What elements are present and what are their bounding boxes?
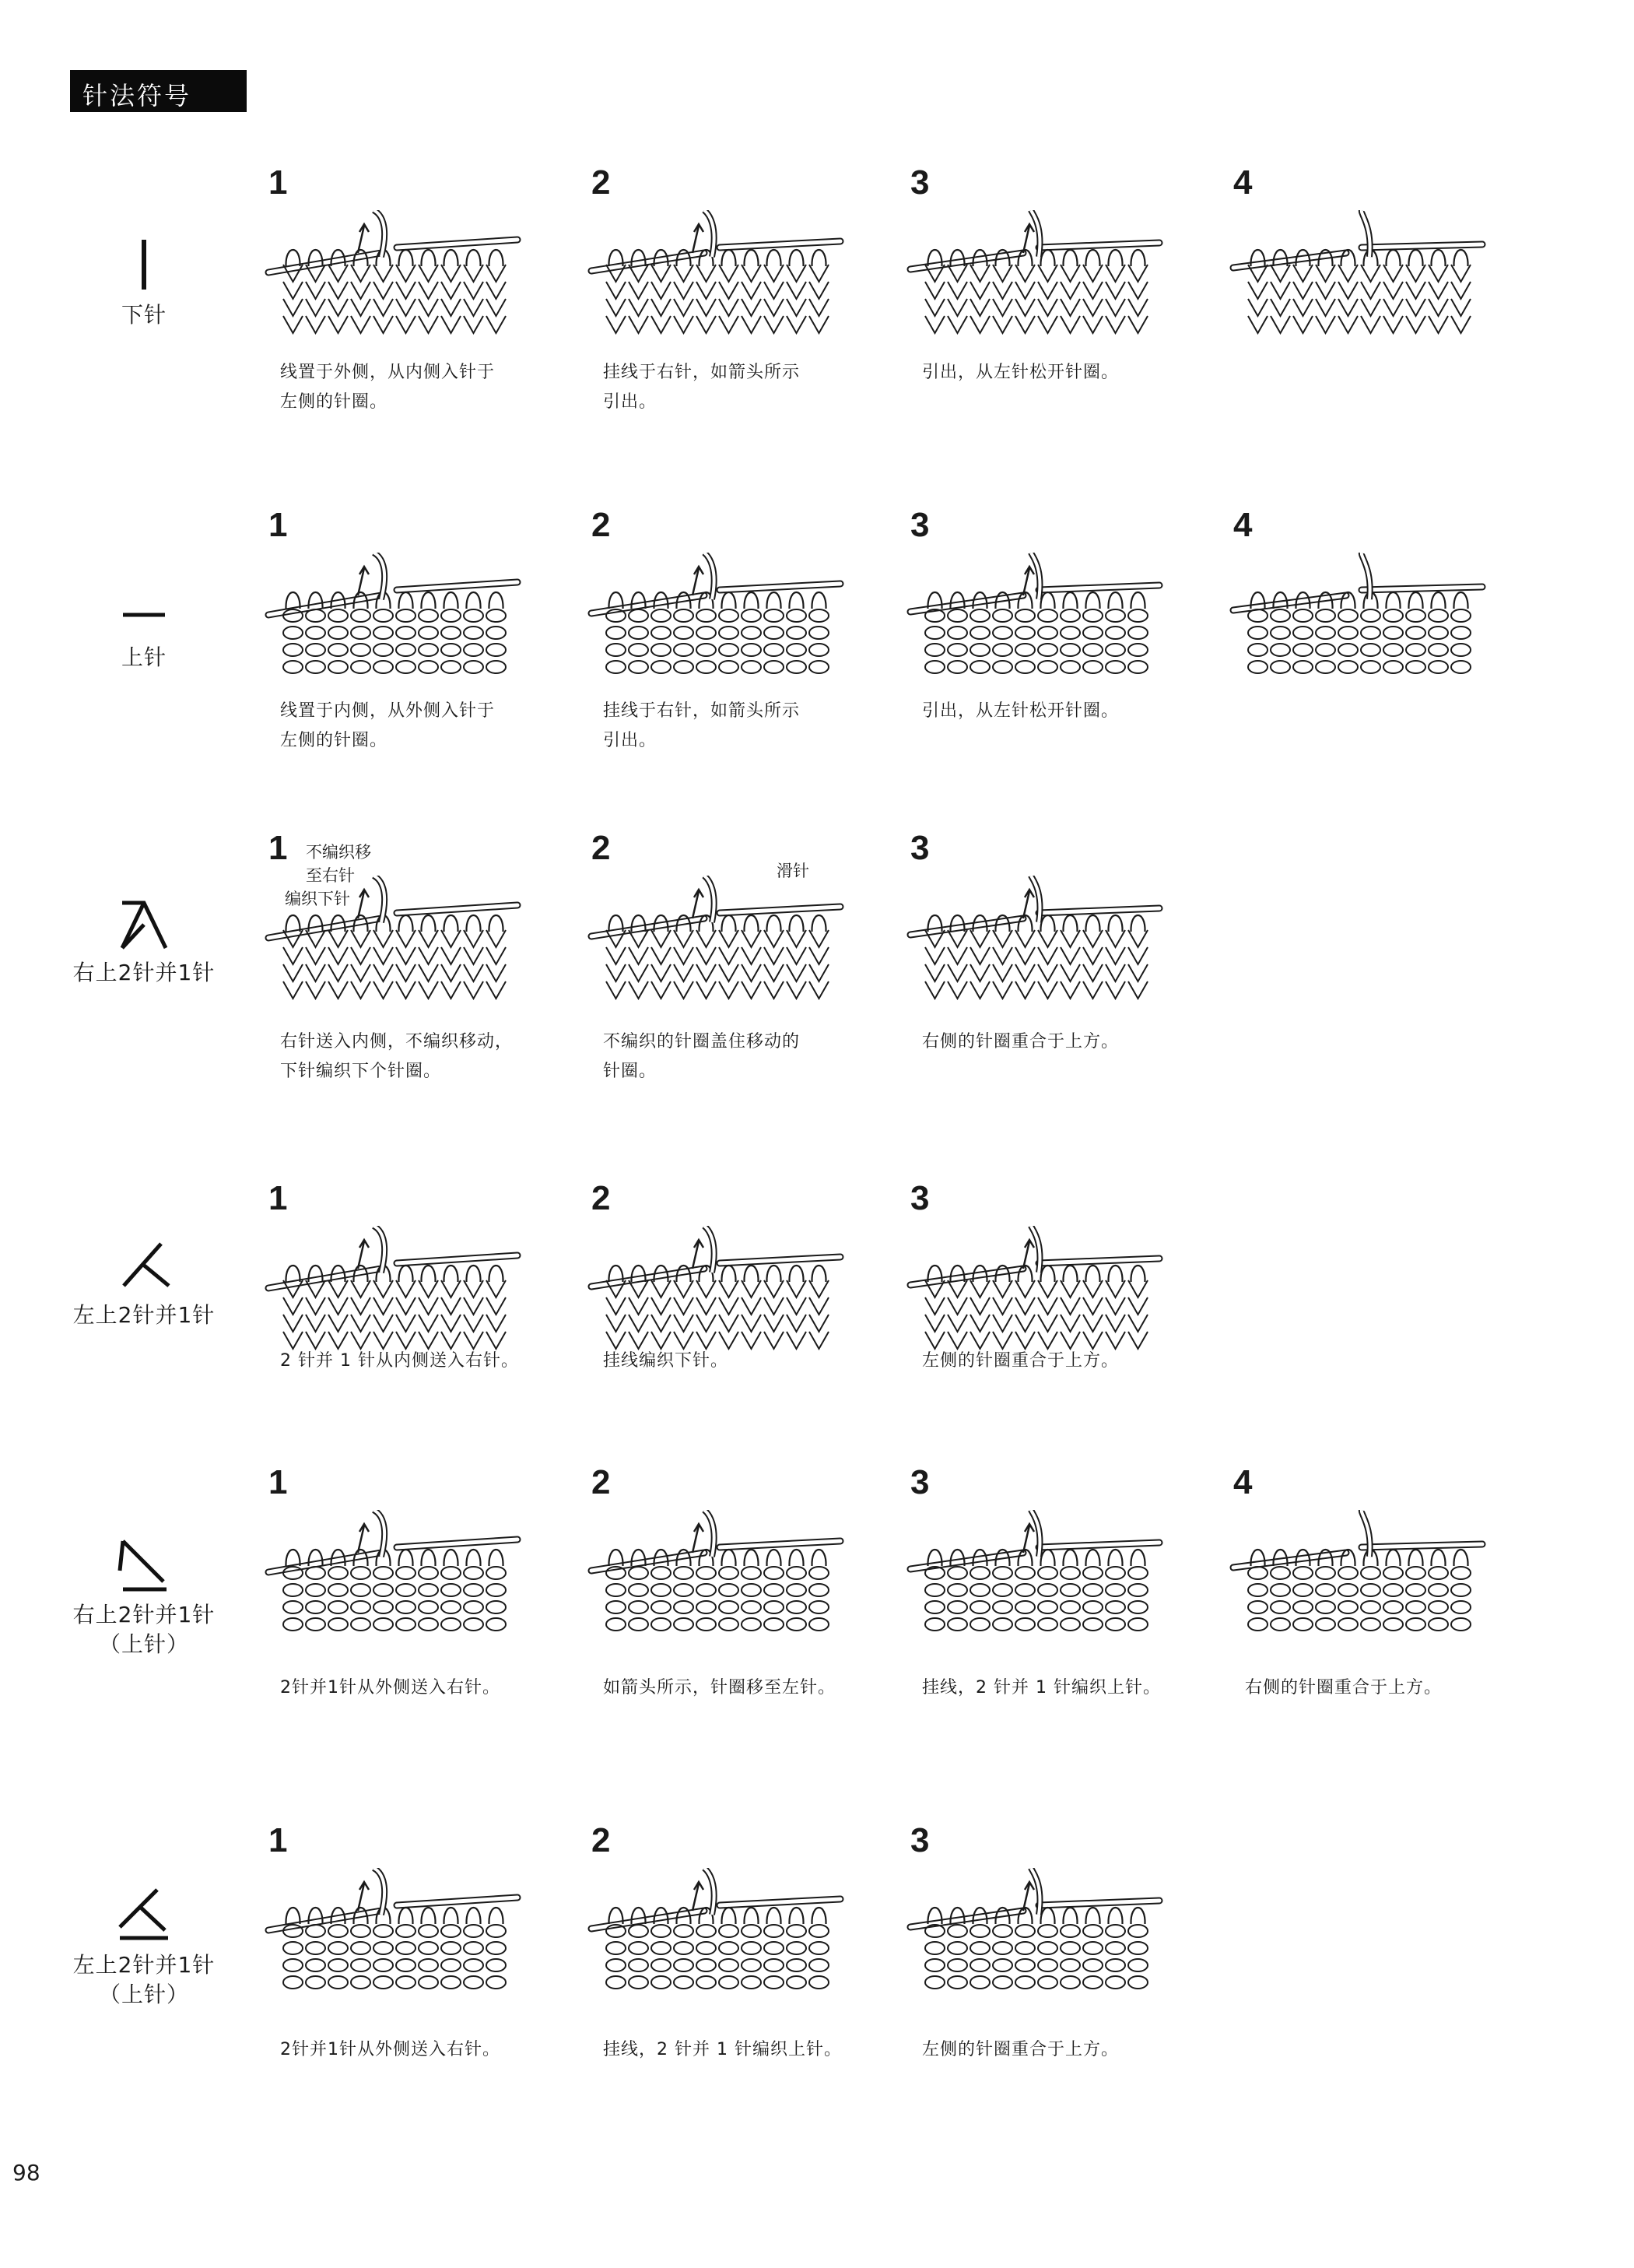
stitch-illustration bbox=[906, 876, 1163, 1000]
step-number: 4 bbox=[1233, 163, 1253, 202]
stitch-illustration bbox=[265, 553, 521, 677]
step-caption: 右侧的针圈重合于上方。 bbox=[1245, 1678, 1443, 1697]
step-caption: 左侧的针圈重合于上方。 bbox=[922, 2040, 1120, 2059]
stitch-illustration bbox=[265, 1868, 521, 1992]
step-caption: 挂线，2 针并 1 针编织上针。 bbox=[922, 1678, 1161, 1697]
step-number: 3 bbox=[910, 163, 930, 202]
step-number: 3 bbox=[910, 1179, 930, 1217]
step-caption: 挂线编织下针。 bbox=[603, 1351, 729, 1371]
symbol-left-purl-decrease bbox=[66, 1884, 222, 2010]
callout-slip-to-right: 不编织移 至右针 bbox=[306, 843, 371, 885]
stitch-illustration bbox=[265, 1226, 521, 1350]
stitch-illustration bbox=[1229, 1510, 1486, 1634]
step-caption: 2 针并 1 针从内侧送入右针。 bbox=[280, 1351, 519, 1371]
page-number: 98 bbox=[12, 2160, 40, 2185]
step-caption: 左侧的针圈重合于上方。 bbox=[922, 1351, 1120, 1371]
stitch-illustration bbox=[265, 210, 521, 335]
step-number: 3 bbox=[910, 829, 930, 867]
stitch-illustration bbox=[265, 1510, 521, 1634]
step-caption: 引出，从左针松开针圈。 bbox=[922, 363, 1120, 382]
step-caption: 挂线于右针，如箭头所示 引出。 bbox=[603, 363, 801, 412]
purl-symbol-icon bbox=[117, 592, 171, 638]
left-decrease-symbol-icon bbox=[113, 1238, 175, 1296]
step-number: 2 bbox=[591, 1463, 611, 1501]
section-title: 针法符号 bbox=[82, 81, 192, 111]
step-number: 2 bbox=[591, 1179, 611, 1217]
step-number: 4 bbox=[1233, 506, 1253, 544]
symbol-name: 左上2针并1针 （上针） bbox=[72, 1952, 216, 2007]
stitch-illustration bbox=[906, 210, 1163, 335]
stitch-illustration bbox=[906, 553, 1163, 677]
right-purl-decrease-symbol-icon bbox=[109, 1533, 179, 1596]
stitch-illustration bbox=[906, 1226, 1163, 1350]
right-decrease-symbol-icon bbox=[113, 895, 175, 953]
step-caption: 挂线于右针，如箭头所示 引出。 bbox=[603, 701, 801, 750]
step-number: 3 bbox=[910, 1463, 930, 1501]
stitch-illustration bbox=[1229, 553, 1486, 677]
step-number: 1 bbox=[268, 1179, 288, 1217]
step-number: 2 bbox=[591, 163, 611, 202]
symbol-name: 下针 bbox=[121, 302, 167, 328]
symbol-name: 上针 bbox=[121, 644, 167, 670]
step-number: 1 bbox=[268, 829, 288, 867]
step-caption: 右针送入内侧，不编织移动， 下针编织下个针圈。 bbox=[280, 1032, 514, 1081]
stitch-illustration bbox=[906, 1510, 1163, 1634]
step-caption: 挂线，2 针并 1 针编织上针。 bbox=[603, 2040, 842, 2059]
step-number: 1 bbox=[268, 163, 288, 202]
callout-knit: 编织下针 bbox=[285, 890, 350, 908]
step-number: 1 bbox=[268, 1821, 288, 1859]
stitch-illustration bbox=[587, 553, 844, 677]
step-number: 2 bbox=[591, 829, 611, 867]
stitch-illustration bbox=[587, 210, 844, 335]
step-caption: 右侧的针圈重合于上方。 bbox=[922, 1032, 1120, 1051]
step-caption: 2针并1针从外侧送入右针。 bbox=[280, 1678, 500, 1697]
symbol-right-purl-decrease bbox=[66, 1533, 222, 1659]
step-caption: 线置于外侧，从内侧入针于 左侧的针圈。 bbox=[280, 363, 496, 412]
symbol-purl bbox=[66, 592, 222, 672]
callout-slip-stitch: 滑针 bbox=[777, 862, 809, 880]
step-caption: 2针并1针从外侧送入右针。 bbox=[280, 2040, 500, 2059]
step-number: 1 bbox=[268, 506, 288, 544]
stitch-illustration bbox=[906, 1868, 1163, 1992]
step-caption: 如箭头所示，针圈移至左针。 bbox=[603, 1678, 836, 1697]
stitch-illustration bbox=[587, 1868, 844, 1992]
knit-symbol-icon bbox=[121, 233, 167, 296]
step-caption: 引出，从左针松开针圈。 bbox=[922, 701, 1120, 721]
stitch-illustration bbox=[1229, 210, 1486, 335]
symbol-right-decrease bbox=[66, 895, 222, 988]
step-number: 1 bbox=[268, 1463, 288, 1501]
stitch-illustration bbox=[587, 876, 844, 1000]
symbol-name: 左上2针并1针 bbox=[72, 1302, 216, 1328]
left-purl-decrease-symbol-icon bbox=[109, 1884, 179, 1946]
stitch-illustration bbox=[587, 1226, 844, 1350]
step-number: 3 bbox=[910, 1821, 930, 1859]
section-header bbox=[70, 70, 247, 112]
step-number: 2 bbox=[591, 1821, 611, 1859]
symbol-name: 右上2针并1针 （上针） bbox=[72, 1602, 216, 1657]
symbol-name: 右上2针并1针 bbox=[72, 960, 216, 985]
step-number: 2 bbox=[591, 506, 611, 544]
step-number: 4 bbox=[1233, 1463, 1253, 1501]
step-number: 3 bbox=[910, 506, 930, 544]
step-caption: 不编织的针圈盖住移动的 针圈。 bbox=[603, 1032, 801, 1081]
symbol-left-decrease bbox=[66, 1238, 222, 1330]
symbol-knit bbox=[66, 233, 222, 330]
stitch-illustration bbox=[587, 1510, 844, 1634]
step-caption: 线置于内侧，从外侧入针于 左侧的针圈。 bbox=[280, 701, 496, 750]
